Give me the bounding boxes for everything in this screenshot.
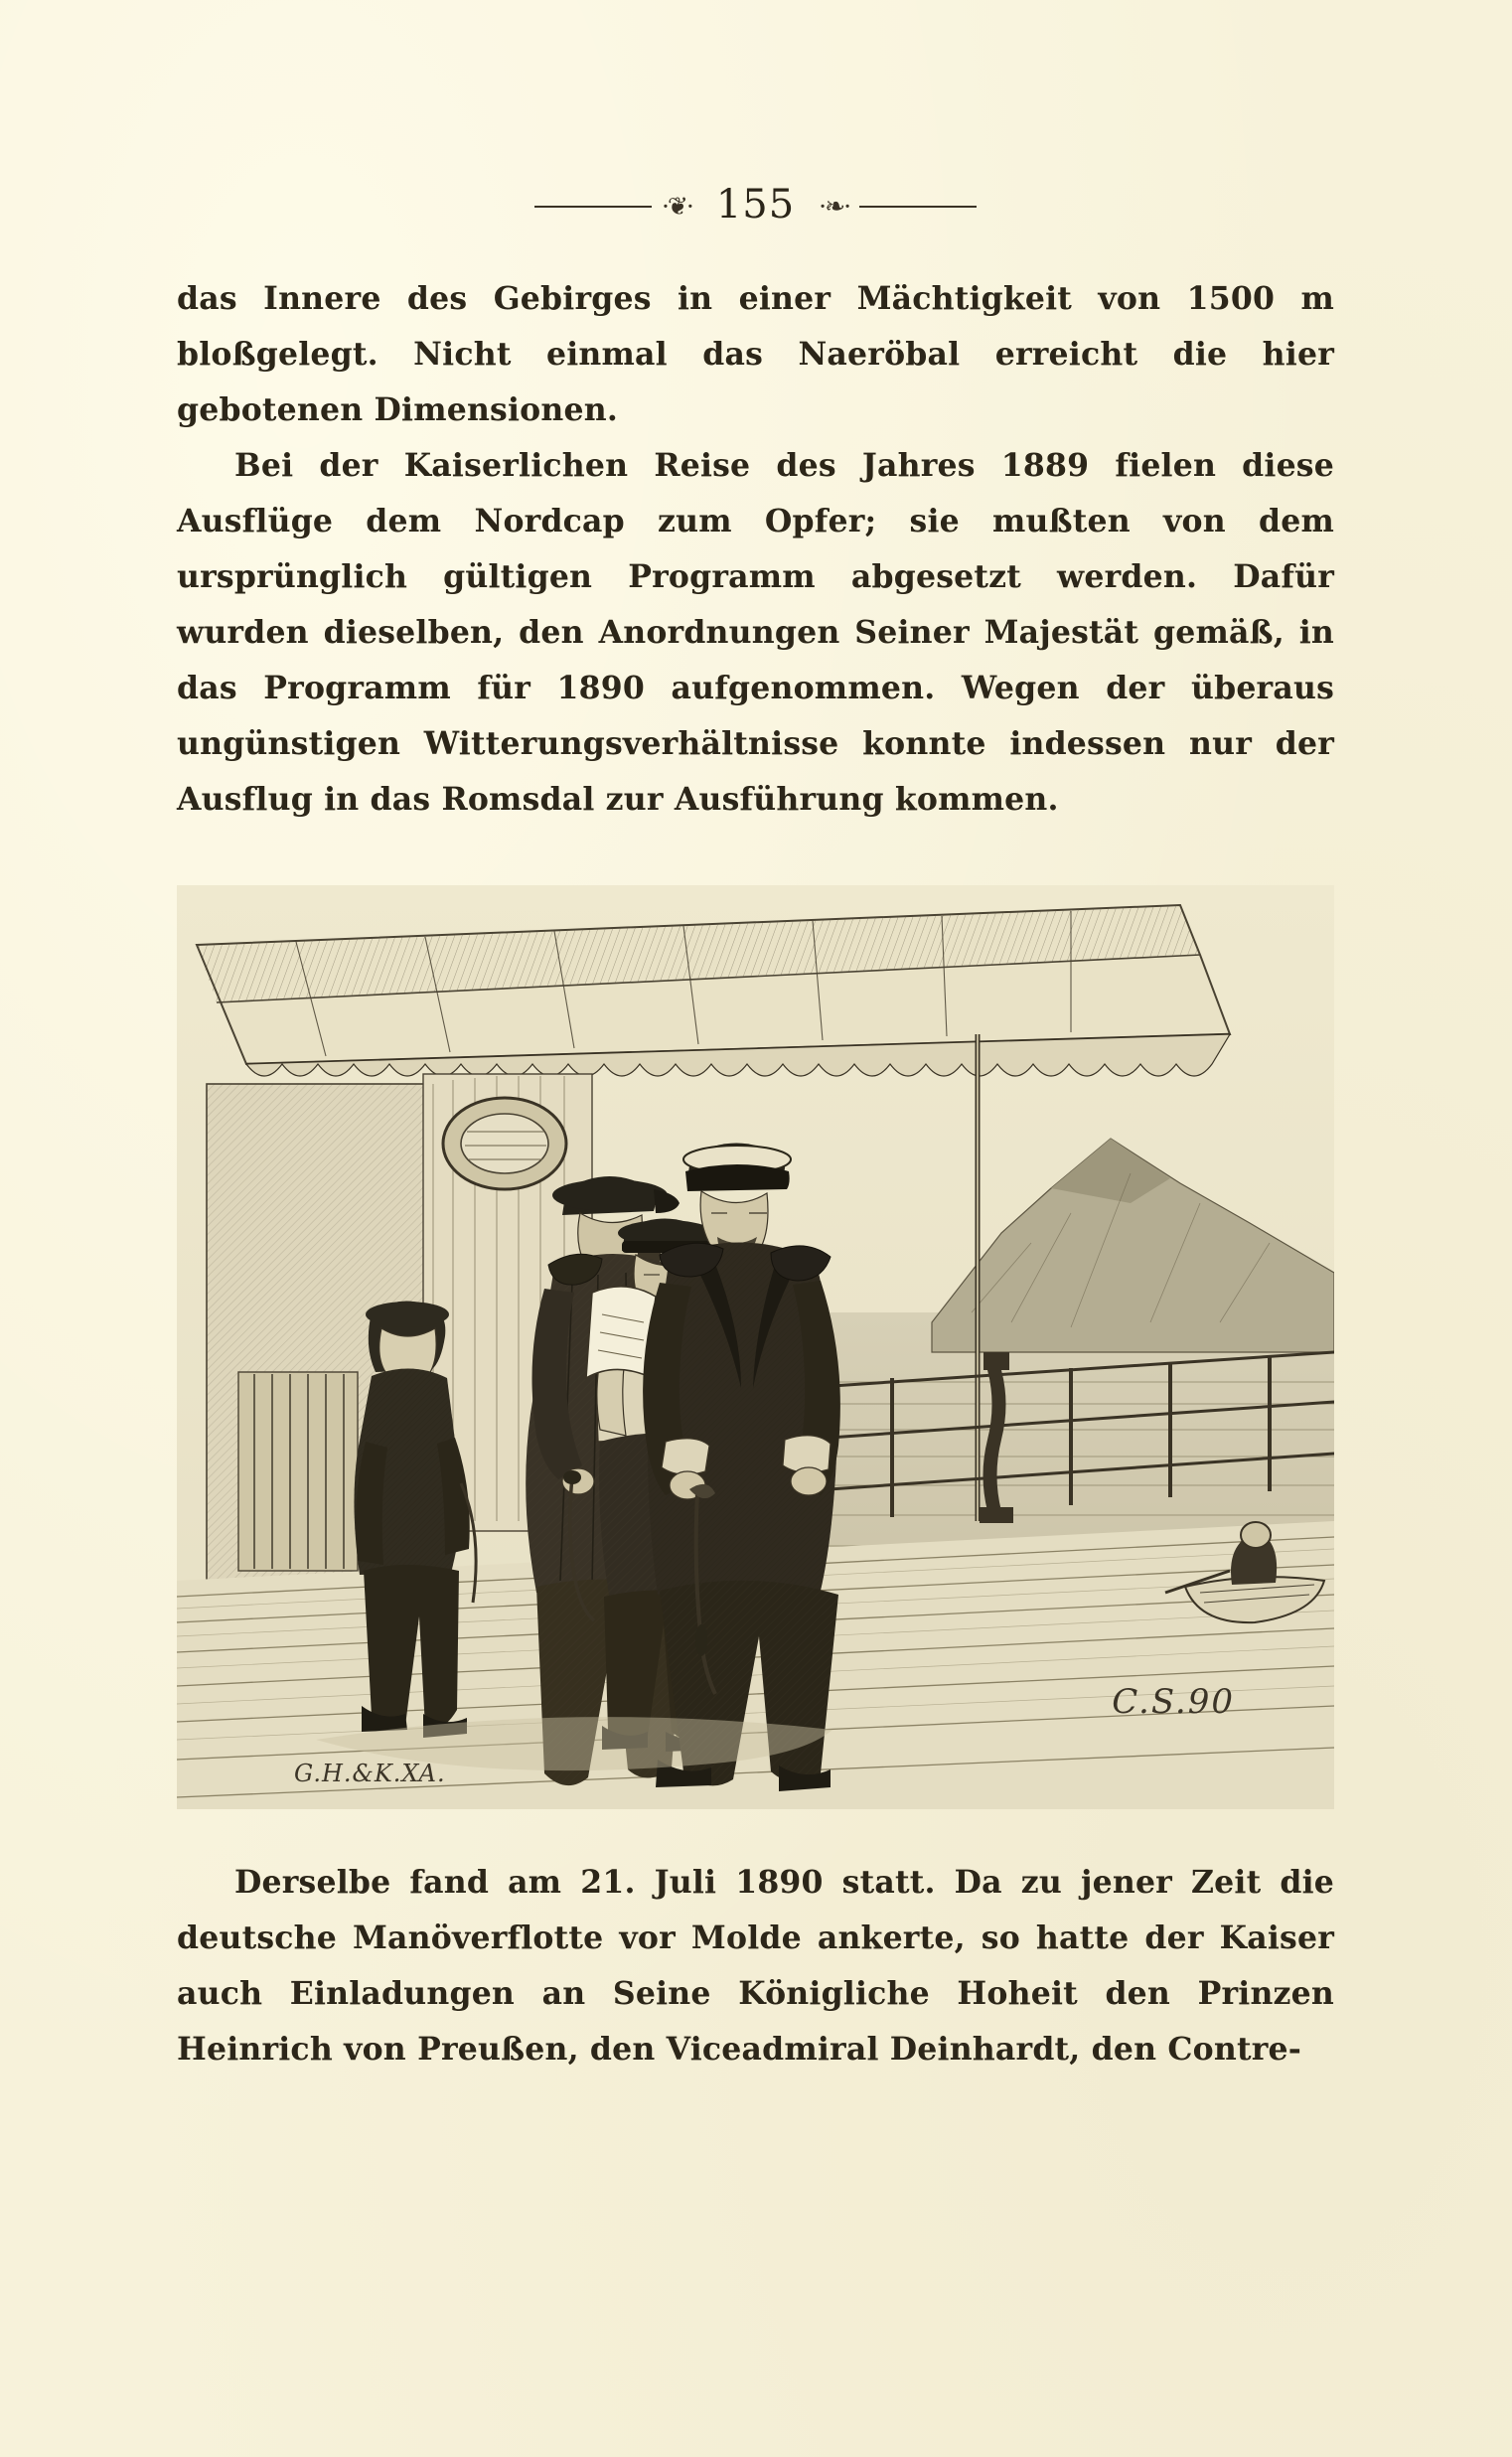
ornament-right-icon: ·❧· (819, 191, 850, 221)
paragraph: Derselbe fand am 21. Juli 1890 statt. Da zu jener Zeit die deutsche Manöverflotte vor Molde ankerte, so hatte der Kaiser auch Einladungen an Seine Königliche Hoheit den Prinzen Heinrich von Preußen, den Viceadmiral Deinhardt, den Contre- (177, 1864, 1334, 2068)
header-rule-left (534, 206, 652, 208)
illustration-figure (177, 885, 1334, 1809)
text-block-above-illustration (177, 271, 1334, 828)
engraver-signature: G.H.&K.XA. (294, 1760, 446, 1787)
page-content (177, 184, 1334, 2077)
page-header (177, 184, 1334, 230)
paragraph: Bei der Kaiserlichen Reise des Jahres 1889 fielen diese Ausflüge dem Nordcap zum Opfer; sie mußten von dem ursprünglich gültigen Programm abgesetzt werden. Dafür wurden dieselben, den Anordnungen Seiner Majestät gemäß, in das Programm für 1890 aufgenommen. Wegen der überaus ungünstigen Witterungsverhältnisse konnte indessen nur der Ausflug in das Romsdal zur Ausführung kommen. (177, 447, 1334, 818)
artist-signature: C.S.90 (1112, 1682, 1235, 1722)
figure-spacer (177, 1809, 1334, 1855)
engraving-graphic (177, 885, 1334, 1809)
illustration-plate (177, 885, 1334, 1809)
paragraph: das Innere des Gebirges in einer Mächtigkeit von 1500 m bloßgelegt. Nicht einmal das Naeröbal erreicht die hier gebotenen Dimensionen. (177, 280, 1334, 428)
header-rule-right (859, 206, 977, 208)
text-block-below-illustration (177, 1855, 1334, 2077)
page-number: 155 (715, 182, 796, 228)
ornament-left-icon: ·❦· (661, 191, 692, 221)
